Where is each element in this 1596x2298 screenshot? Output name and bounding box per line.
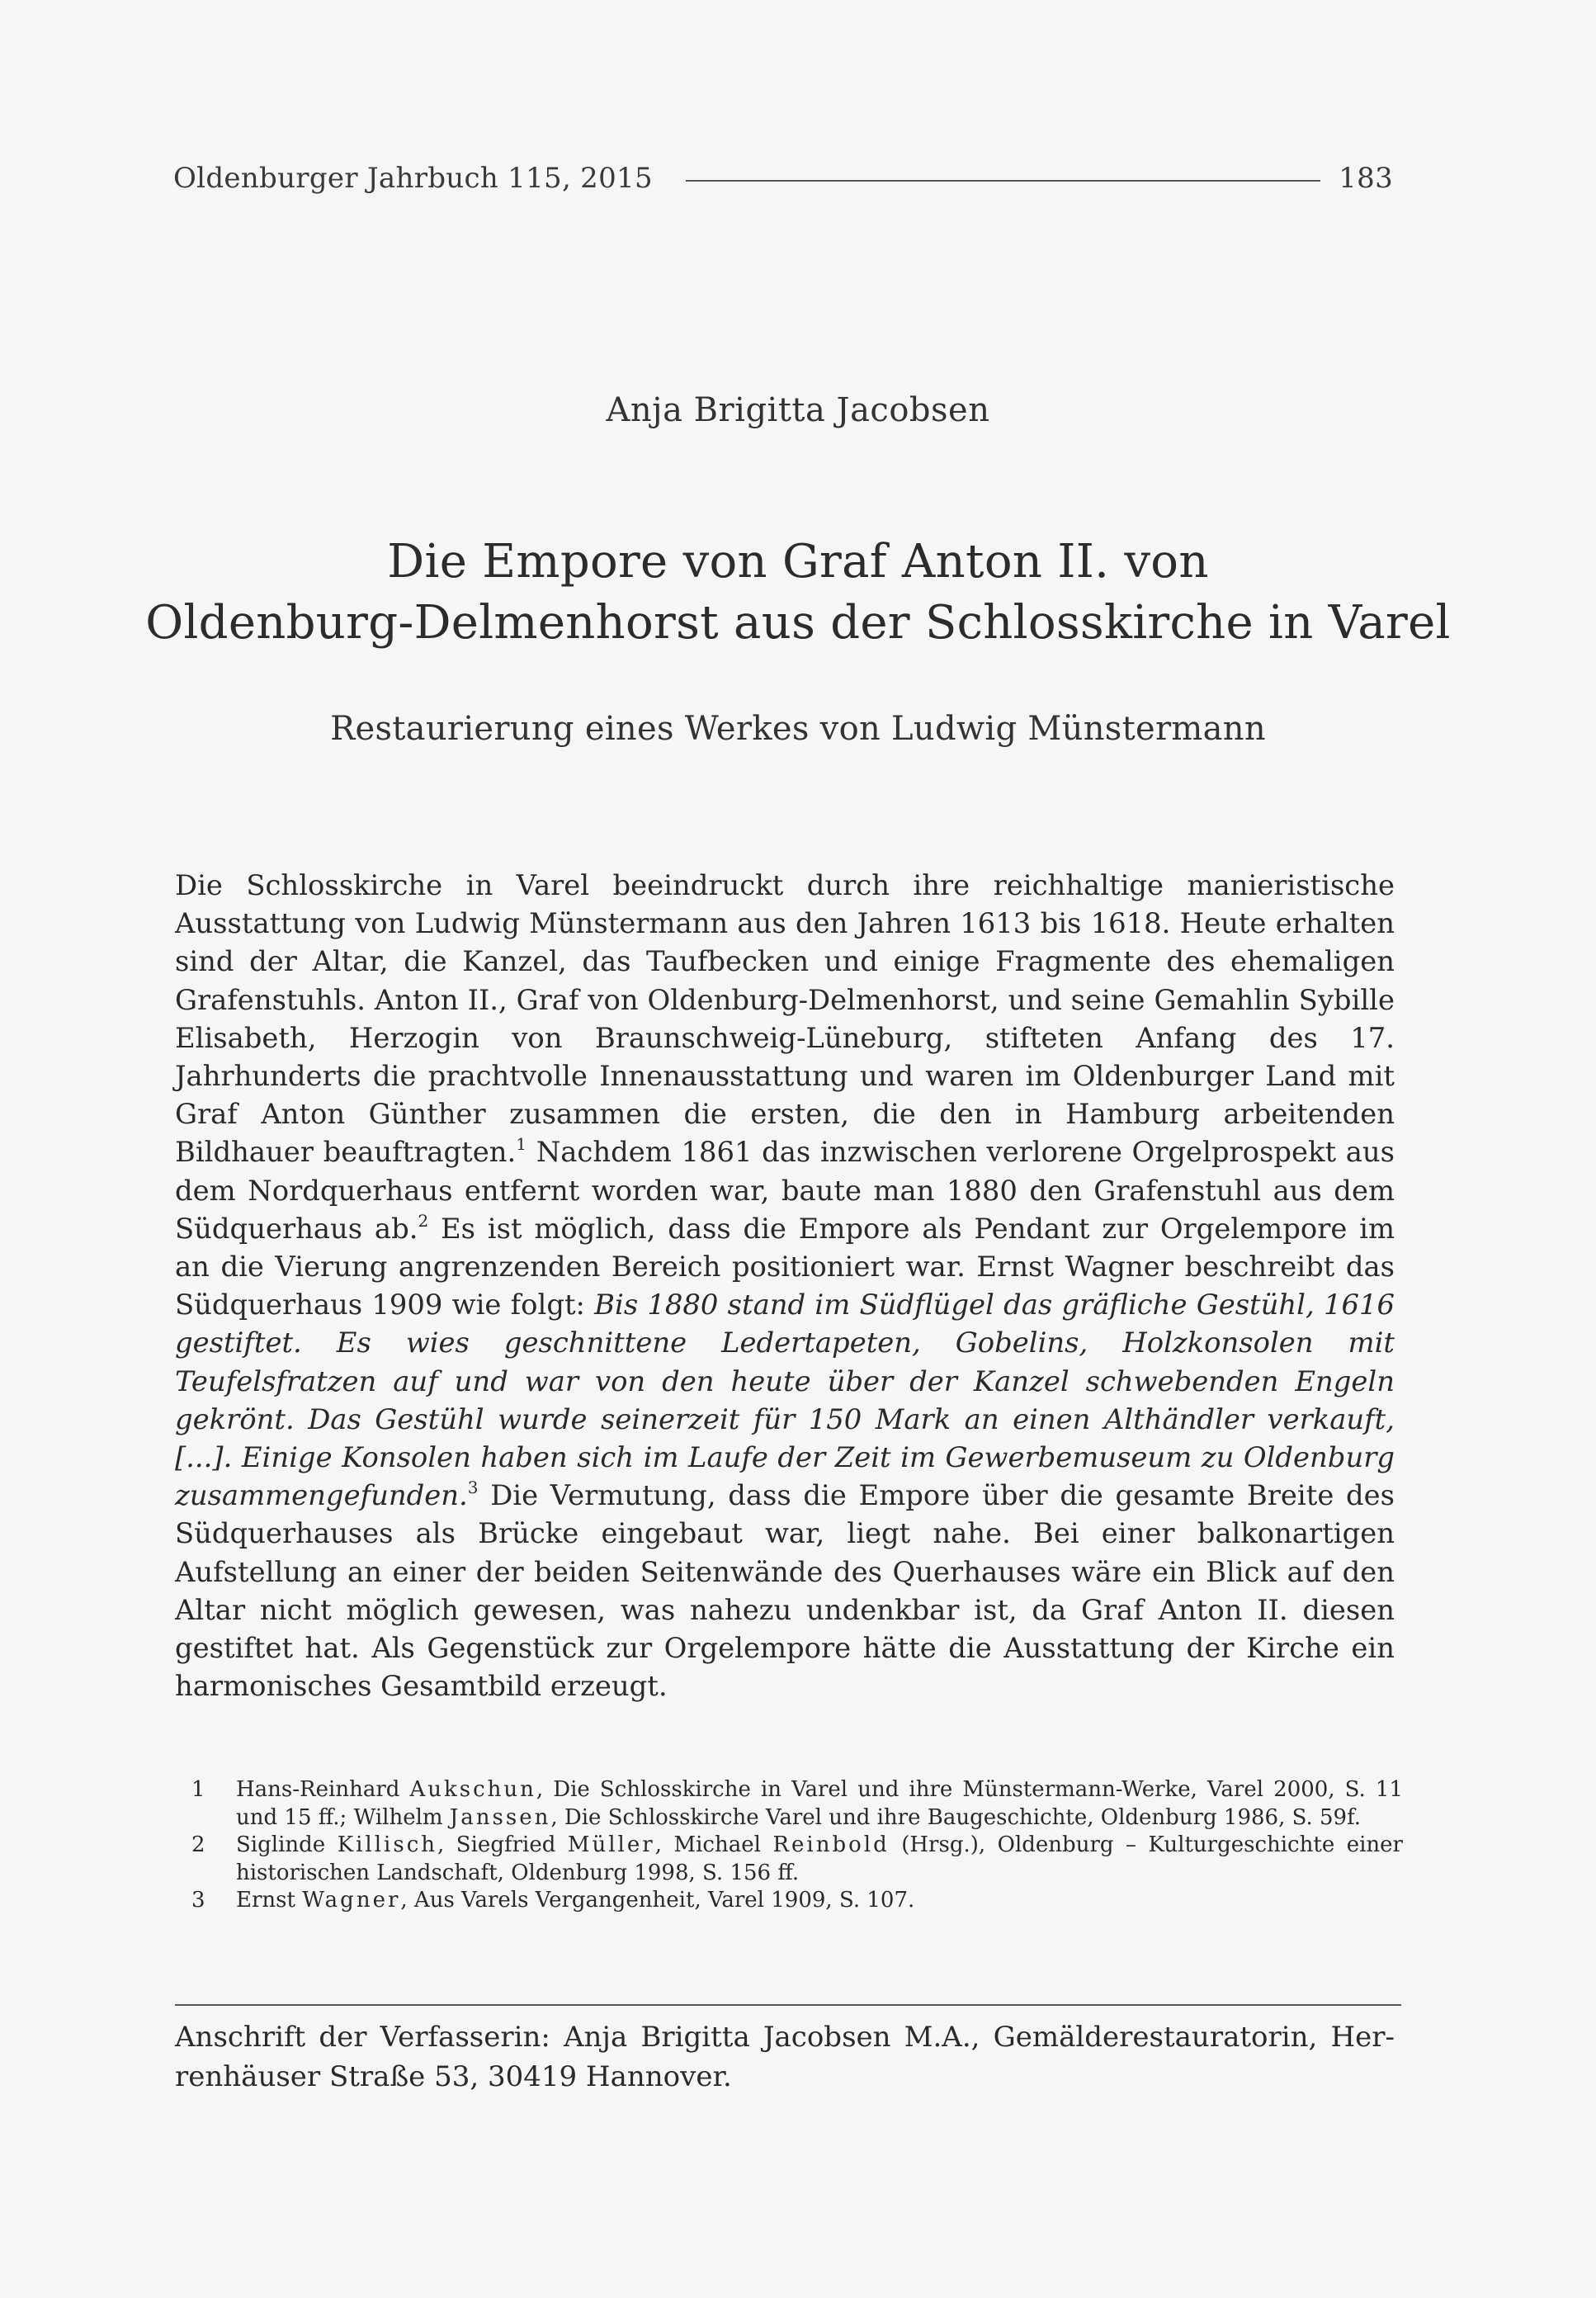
footnote-text <box>236 1832 1403 1887</box>
title-line-2: Oldenburg-Delmenhorst aus der Schlosskirche in Varel <box>145 596 1451 650</box>
footnote-text-part: , Aus Varels Vergangenheit, Varel 1909, S. 107. <box>400 1888 915 1913</box>
footnote-author-name: Aukschun <box>409 1777 536 1802</box>
footnote-text-part: Hans-Reinhard <box>236 1777 410 1802</box>
footnote-ref-3: 3 <box>467 1477 479 1497</box>
footnote-text-part: Ernst <box>236 1888 303 1913</box>
author-address: Anschrift der Verfasserin: Anja Brigitta Jacobsen M.A., Gemälderestauratorin, Herrenhäuser Straße 53, 30419 Hannover. <box>175 2021 1395 2093</box>
footnote-author-name: Müller <box>567 1832 655 1857</box>
footnote-text-part: , Michael <box>654 1832 773 1857</box>
page-number: 183 <box>1339 162 1393 195</box>
footnote-2 <box>191 1832 1403 1887</box>
footnote-3 <box>191 1887 1403 1915</box>
footnote-text-part: Siglinde <box>236 1832 338 1857</box>
footnote-text-part: , Siegfried <box>437 1832 568 1857</box>
body-text-part-4: Die Vermutung, dass die Empore über die gesamte Breite des Südquerhauses als Brücke eingebaut war, liegt nahe. Bei einer balkonartigen Aufstellung an einer der beiden Seitenwände des Querhauses wäre ein Blick auf den Altar nicht möglich gewesen, was nahezu undenkbar ist, da Graf Anton II. diesen gestiftet hat. Als Gegenstück zur Orgelempore hätte die Ausstattung der Kirche ein harmonisches Gesamtbild erzeugt. <box>175 1479 1395 1703</box>
body-text-part-2: Nachdem 1861 das inzwischen verlorene Orgelprospekt aus dem Nordquerhaus entfernt worden war, baute man 1880 den Grafenstuhl aus dem Südquerhaus ab. <box>175 1136 1395 1245</box>
header-rule <box>686 180 1320 182</box>
footnote-author-name: Killisch <box>337 1832 438 1857</box>
footnote-ref-2: 2 <box>418 1210 429 1231</box>
footnote-number: 2 <box>191 1832 205 1857</box>
wagner-quote: Bis 1880 stand im Südflügel das gräfliche Gestühl, 1616 gestiftet. Es wies geschnittene Ledertapeten, Gobelins, Holzkonsolen mit Teufelsfratzen auf und war von den heute über der Kanzel schwebenden Engeln gekrönt. Das Gestühl wurde seinerzeit für 150 Mark an einen Althändler verkauft, [...]. Einige Konsolen haben sich im Laufe der Zeit im Gewerbemuseum zu Oldenburg zusammengefunden. <box>175 1288 1395 1512</box>
article-title <box>99 532 1497 654</box>
body-text-part-1: Die Schlosskirche in Varel beeindruckt durch ihre reichhaltige manieristische Ausstattung von Ludwig Münstermann aus den Jahren 1613 bis 1618. Heute erhalten sind der Altar, die Kanzel, das Taufbecken und einige Fragmente des ehemaligen Grafenstuhls. Anton II., Graf von Oldenburg-Delmenhorst, und seine Gemahlin Sybille Elisabeth, Herzogin von Braunschweig-Lüneburg, stifteten Anfang des 17. Jahrhunderts die prachtvolle Innenausstattung und waren im Oldenburger Land mit Graf Anton Günther zusammen die ersten, die den in Hamburg arbeitenden Bildhauer beauftragten. <box>175 869 1395 1169</box>
footnotes <box>191 1776 1403 1915</box>
footnote-text-part: , Die Schlosskirche Varel und ihre Baugeschichte, Oldenburg 1986, S. 59f. <box>550 1804 1362 1830</box>
footnote-number: 3 <box>191 1888 205 1913</box>
running-head <box>173 162 1393 195</box>
body-paragraph <box>175 867 1395 1705</box>
author-name: Anja Brigitta Jacobsen <box>606 391 990 429</box>
footnote-author-name: Reinbold <box>772 1832 890 1857</box>
article-subtitle: Restaurierung eines Werkes von Ludwig Münstermann <box>330 710 1266 748</box>
body-text-part-3: Es ist möglich, dass die Empore als Pendant zur Orgelempore im an die Vierung angrenzenden Bereich positioniert war. Ernst Wagner beschreibt das Südquerhaus 1909 wie folgt: <box>175 1212 1395 1322</box>
footnote-number: 1 <box>191 1777 205 1802</box>
title-line-1: Die Empore von Graf Anton II. von <box>387 535 1209 589</box>
address-rule <box>175 2004 1401 2006</box>
footnote-text-part: (Hrsg.), Oldenburg – Kulturgeschichte einer historischen Landschaft, Oldenburg 1998, S. 156 ff. <box>236 1832 1403 1885</box>
footnote-text-part: , Die Schlosskirche in Varel und ihre Münstermann-Werke, Varel 2000, S. 11 und 15 ff.; Wilhelm <box>236 1777 1403 1830</box>
footnote-author-name: Janssen <box>449 1804 551 1830</box>
footnote-text <box>236 1776 1403 1832</box>
footnote-text <box>236 1887 1403 1915</box>
journal-name: Oldenburger Jahrbuch 115, 2015 <box>173 162 653 195</box>
footnote-1 <box>191 1776 1403 1832</box>
footnote-author-name: Wagner <box>302 1888 401 1913</box>
footnote-ref-1: 1 <box>516 1134 527 1155</box>
